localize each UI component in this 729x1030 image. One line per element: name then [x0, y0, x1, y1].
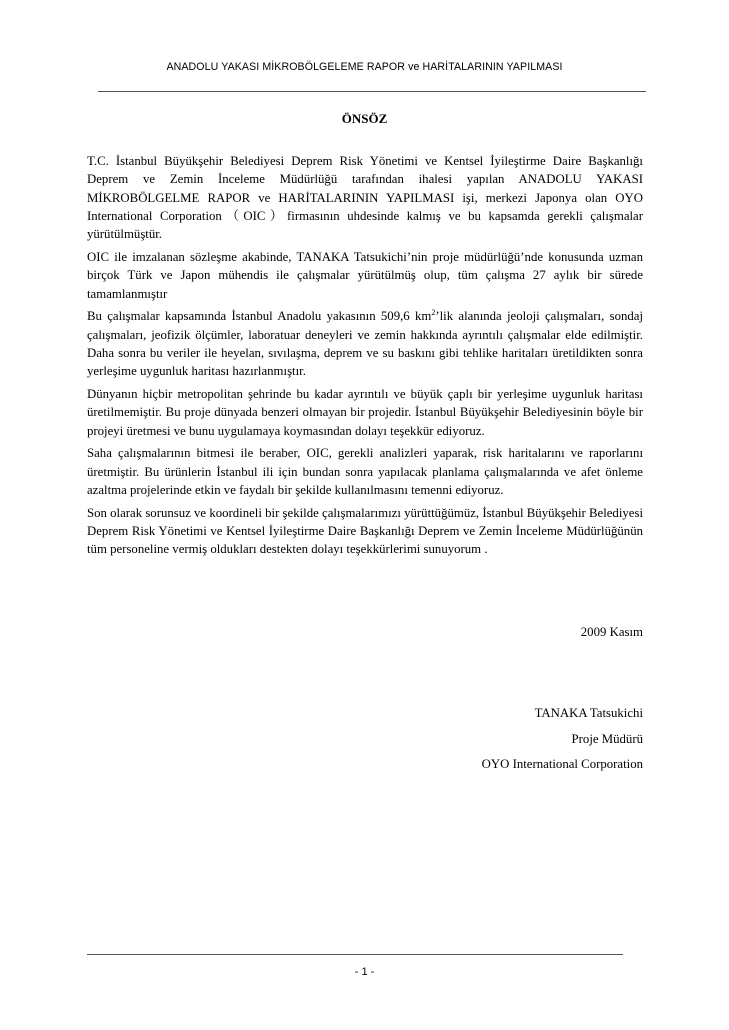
- area-text-after: ’lik alanında jeoloji çalışmaları, sondaj çalışmaları, jeofizik ölçümler, laboratuar deneyleri ve zemin hakkında ayrıntılı çalışmalar elde edilmiştir. Daha sonra bu veriler ile heyelan, sıvılaşma, deprem ve su baskını gibi tehlike haritaları üretildikten sonra yerleşime uygunluk haritası hazırlanmıştır.: [87, 309, 643, 379]
- signature-organization: OYO International Corporation: [481, 757, 643, 771]
- running-header: ANADOLU YAKASI MİKROBÖLGELEME RAPOR ve HARİTALARININ YAPILMASI: [166, 61, 563, 73]
- header-divider: [98, 91, 646, 92]
- signature-date: 2009 Kasım: [580, 625, 643, 639]
- signature-name: TANAKA Tatsukichi: [534, 706, 643, 720]
- document-body: [87, 152, 643, 563]
- paragraph-uniqueness: Dünyanın hiçbir metropolitan şehrinde bu kadar ayrıntılı ve büyük çaplı bir yerleşime uygunluk haritası üretilmemiştir. Bu proje dünyada benzeri olmayan bir projedir. İstanbul Büyükşehir Belediyesinin böyle bir projeyi üretmesi ve bunu uygulamaya koymasından dolayı teşekkür ediyoruz.: [87, 387, 643, 438]
- paragraph-study-area: [87, 307, 643, 380]
- page-number: - 1 -: [354, 966, 375, 978]
- page-title: ÖNSÖZ: [341, 111, 388, 126]
- paragraph-contract: OIC ile imzalanan sözleşme akabinde, TANAKA Tatsukichi’nin proje müdürlüğü’nde konusunda uzman birçok Türk ve Japon mühendis ile çalışmalar yürütülmüş olup, tüm çalışma 27 aylık bir sürede tamamlanmıştır: [87, 249, 643, 301]
- paragraph-intro: T.C. İstanbul Büyükşehir Belediyesi Deprem Risk Yönetimi ve Kentsel İyileştirme Daire Başkanlığı Deprem ve Zemin İnceleme Müdürlüğü tarafından ihalesi yapılan ANADOLU YAKASI MİKROBÖLGELME RAPOR ve HARİTALARININ YAPILMASI işi, merkezi Japonya olan OYO International Corporation（OIC）firmasının uhdesinde kalmış ve bu kapsamda gerekli çalışmalar yürütülmüştür.: [87, 154, 643, 242]
- signature-role: Proje Müdürü: [571, 732, 643, 746]
- paragraph-outputs: Saha çalışmalarının bitmesi ile beraber, OIC, gerekli analizleri yaparak, risk haritalarını ve raporlarını üretmiştir. Bu ürünlerin İstanbul ili için bundan sonra yapılacak planlama çalışmalarında ve afet önleme azaltma projelerinde etkin ve faydalı bir şekilde kullanılmasını temenni ediyoruz.: [87, 446, 643, 498]
- paragraph-thanks: Son olarak sorunsuz ve koordineli bir şekilde çalışmalarımızı yürüttüğümüz, İstanbul Büyükşehir Belediyesi Deprem Risk Yönetimi ve Kentsel İyileştirme Daire Başkanlığı Deprem ve Zemin İnceleme Müdürlüğünün tüm personeline vermiş oldukları destekten dolayı teşekkürlerimi sunuyorum .: [87, 505, 643, 557]
- area-unit-superscript: 2: [431, 308, 436, 318]
- area-text-before: Bu çalışmalar kapsamında İstanbul Anadolu yakasının 509,6 km: [87, 309, 432, 324]
- footer-divider: [87, 954, 623, 955]
